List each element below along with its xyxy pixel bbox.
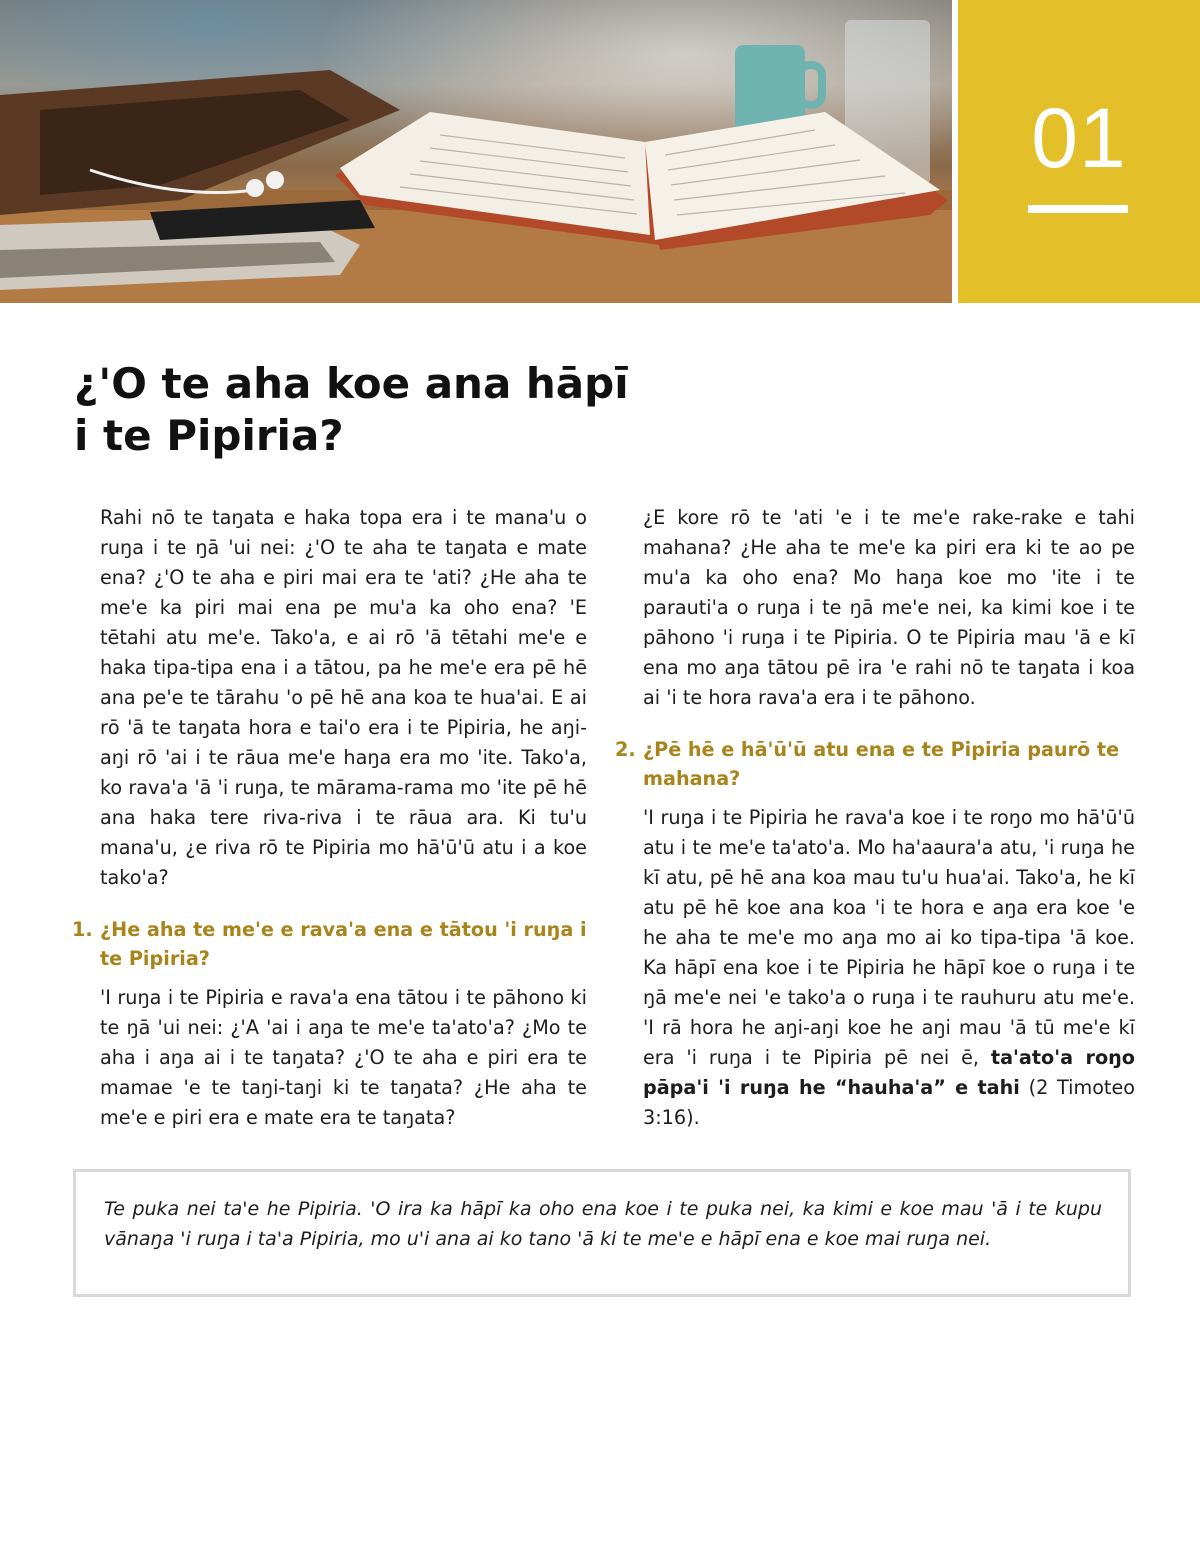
header-photo (0, 0, 952, 303)
page-title-line-1: ¿'O te aha koe ana hāpī (74, 359, 629, 408)
note-box (73, 1169, 1131, 1297)
scripture-reference: (2 Timoteo 3:16). (643, 1076, 1135, 1129)
note-text: Te puka nei ta'e he Pipiria. 'O ira ka hāpī ka oho ena koe i te puka nei, ka kimi e koe mau 'ā i te kupu vānaŋa 'i ruŋa i ta'a Pipiria, mo u'i ana ai ko tano 'ā ki te me'e e hāpī ena e koe mai ruŋa nei. (104, 1198, 1102, 1250)
page-title (74, 358, 774, 462)
bible-on-table-image (0, 0, 952, 303)
question-2-text: ¿Pē hē e hā'ū'ū atu ena e te Pipiria paurō te mahana? (643, 738, 1120, 790)
left-column (72, 503, 587, 1143)
question-2-answer-text: 'I ruŋa i te Pipiria he rava'a koe i te roŋo mo hā'ū'ū atu i te me'e ta'ato'a. Mo ha'aaura'a atu, 'i ruŋa he kī atu, pē hē ana koa mau tu'u hua'ai. Tako'a, he kī atu pē hē koe ana koa 'i te hora e aŋa era koe 'e he aha te me'e mo aŋa mo ai ko tipa-tipa 'ā koe. Ka hāpī ena koe i te Pipiria he hāpī koe o ruŋa i te ŋā me'e nei 'e tako'a o ruŋa i te rauhuru atu me'e. 'I rā hora he aŋi-aŋi koe he aŋi mau 'ā tū me'e kī era 'i ruŋa i te Pipiria pē nei ē, (643, 806, 1135, 1069)
question-2-answer (643, 803, 1135, 1133)
lesson-number-underline (1028, 205, 1128, 213)
question-1-answer-continued: ¿E kore rō te 'ati 'e i te me'e rake-rake e tahi mahana? ¿He aha te me'e ka piri era ki te ao pe mu'a ka oho ena? Mo haŋa koe mo 'ite i te parauti'a o ruŋa i te ŋā me'e nei, ka kimi koe i te pāhono 'i ruŋa i te Pipiria. O te Pipiria mau 'ā e kī ena mo aŋa tātou pē ira 'e rahi nō te taŋata i koa ai 'i te hora rava'a era i te pāhono. (643, 506, 1135, 709)
question-2-heading (615, 735, 1135, 793)
intro-paragraph: Rahi nō te taŋata e haka topa era i te mana'u o ruŋa i te ŋā 'ui nei: ¿'O te aha te taŋata e mate ena? ¿'O te aha e piri mai era te 'ati? ¿He aha te me'e ka piri mai ena pe mu'a ka oho ena? 'E tētahi atu me'e. Tako'a, e ai rō 'ā tētahi me'e e haka tipa-tipa ena i a tātou, pa he me'e era pē hē ana pe'e te tārahu 'o pē hē ana koa te hua'ai. E ai rō 'ā te taŋata hora e tai'o era i te Pipiria, he aŋi-aŋi rō 'ai i te rāua me'e haŋa era mo 'ite. Tako'a, ko rava'a 'ā 'i ruŋa, te mārama-rama mo 'ite pē hē ana haka tere riva-riva i te rāua ara. Ki tu'u mana'u, ¿e riva rō te Pipiria mo hā'ū'ū atu i a koe tako'a? (100, 506, 587, 889)
question-1-number: 1. (72, 918, 93, 941)
question-1-answer: 'I ruŋa i te Pipiria e rava'a ena tātou i te pāhono ki te ŋā 'ui nei: ¿'A 'ai i aŋa te me'e ta'ato'a? ¿Mo te aha i aŋa ai i te taŋata? ¿'O te aha e piri era te mamae 'e te taŋi-taŋi ki te taŋata? ¿He aha te me'e e piri era e mate era te taŋata? (100, 986, 587, 1129)
right-column (615, 503, 1135, 1143)
question-2-number: 2. (615, 738, 636, 761)
page-title-line-2: i te Pipiria? (74, 411, 344, 460)
question-1-text: ¿He aha te me'e e rava'a ena e tātou 'i ruŋa i te Pipiria? (100, 918, 587, 970)
lesson-number: 01 (1031, 91, 1127, 185)
lesson-number-box (958, 0, 1200, 303)
question-2-answer-emphasis: ta'ato'a roŋo pāpa'i 'i ruŋa he “hauha'a” e tahi (643, 1046, 1135, 1099)
question-1-heading (72, 915, 587, 973)
